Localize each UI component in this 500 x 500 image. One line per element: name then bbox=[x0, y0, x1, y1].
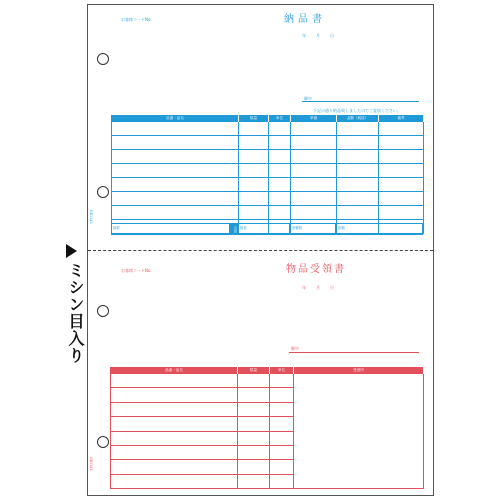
table-cell[interactable] bbox=[291, 164, 337, 178]
table-cell[interactable] bbox=[269, 164, 291, 178]
table-row bbox=[112, 150, 424, 164]
delivery-table bbox=[111, 115, 424, 234]
table-cell[interactable] bbox=[291, 122, 337, 136]
table-row bbox=[112, 206, 424, 220]
table-cell[interactable] bbox=[270, 402, 294, 416]
table-cell[interactable] bbox=[111, 460, 238, 474]
table-cell[interactable] bbox=[269, 206, 291, 220]
header-amount: 金額（税抜） bbox=[337, 116, 379, 122]
perforation-arrow-icon bbox=[66, 244, 77, 258]
date-label: 年 月 日 bbox=[302, 285, 337, 290]
table-cell[interactable] bbox=[379, 150, 424, 164]
header-item-name: 品番・品名 bbox=[112, 116, 239, 122]
table-cell[interactable] bbox=[111, 388, 238, 402]
punch-hole-icon bbox=[97, 186, 109, 198]
header-quantity: 数量 bbox=[239, 116, 269, 122]
table-cell[interactable] bbox=[270, 374, 294, 388]
punch-hole-icon bbox=[97, 53, 109, 65]
table-cell[interactable] bbox=[379, 122, 424, 136]
table-cell[interactable] bbox=[111, 417, 238, 431]
table-cell[interactable] bbox=[239, 178, 269, 192]
table-row bbox=[112, 178, 424, 192]
form-code: GB1143 bbox=[89, 457, 93, 471]
table-row bbox=[112, 192, 424, 206]
addressee-line bbox=[302, 101, 419, 102]
table-cell[interactable] bbox=[112, 206, 239, 220]
table-row bbox=[111, 374, 424, 388]
header-quantity: 数量 bbox=[238, 368, 270, 374]
punch-hole-icon bbox=[97, 305, 109, 317]
table-cell[interactable] bbox=[239, 164, 269, 178]
table-cell[interactable] bbox=[337, 122, 379, 136]
table-cell[interactable] bbox=[269, 122, 291, 136]
perforation-line bbox=[88, 250, 433, 251]
table-cell[interactable] bbox=[238, 474, 270, 488]
table-cell[interactable] bbox=[291, 136, 337, 150]
table-cell[interactable] bbox=[337, 150, 379, 164]
table-cell[interactable] bbox=[337, 206, 379, 220]
table-cell[interactable] bbox=[379, 136, 424, 150]
table-cell[interactable] bbox=[291, 206, 337, 220]
table-cell[interactable] bbox=[238, 402, 270, 416]
customer-code-label: お客様コードNo. bbox=[121, 268, 152, 273]
customer-code-label: お客様コードNo. bbox=[121, 17, 152, 22]
table-cell[interactable] bbox=[379, 192, 424, 206]
addressee-line bbox=[289, 352, 419, 353]
table-cell[interactable] bbox=[337, 164, 379, 178]
table-cell[interactable] bbox=[112, 150, 239, 164]
table-cell[interactable] bbox=[379, 164, 424, 178]
table-cell[interactable] bbox=[269, 178, 291, 192]
table-cell[interactable] bbox=[112, 164, 239, 178]
table-cell[interactable] bbox=[270, 417, 294, 431]
delivery-notice: 下記の通り納品致しましたのでご査収ください。 bbox=[313, 108, 401, 113]
table-cell[interactable] bbox=[111, 374, 238, 388]
table-row bbox=[112, 164, 424, 178]
addressee-suffix: 御中 bbox=[291, 346, 299, 351]
table-cell[interactable] bbox=[270, 431, 294, 445]
addressee-suffix: 御中 bbox=[304, 96, 312, 101]
table-cell[interactable] bbox=[337, 178, 379, 192]
table-cell[interactable] bbox=[239, 206, 269, 220]
table-cell[interactable] bbox=[379, 178, 424, 192]
table-cell[interactable] bbox=[238, 417, 270, 431]
footer-tax: 消費税 bbox=[290, 223, 336, 235]
table-cell[interactable] bbox=[239, 150, 269, 164]
table-cell[interactable] bbox=[270, 474, 294, 488]
table-cell[interactable] bbox=[291, 192, 337, 206]
table-cell[interactable] bbox=[112, 136, 239, 150]
table-cell[interactable] bbox=[111, 402, 238, 416]
table-cell[interactable] bbox=[238, 431, 270, 445]
table-cell[interactable] bbox=[270, 445, 294, 459]
table-cell[interactable] bbox=[238, 388, 270, 402]
table-cell[interactable] bbox=[269, 150, 291, 164]
table-cell[interactable] bbox=[239, 136, 269, 150]
header-unit: 単位 bbox=[269, 116, 291, 122]
header-receipt-seal: 受領印 bbox=[294, 368, 424, 374]
footer-grand-total: 総額 bbox=[336, 223, 423, 235]
table-cell[interactable] bbox=[238, 374, 270, 388]
header-unit-price: 単価 bbox=[291, 116, 337, 122]
footer-total-tag: 合計 bbox=[230, 223, 238, 235]
header-item-name: 品番・品名 bbox=[111, 368, 238, 374]
form-code: GB1143 bbox=[89, 210, 93, 224]
form-title: 納品書 bbox=[284, 14, 326, 25]
table-cell[interactable] bbox=[111, 445, 238, 459]
table-cell[interactable] bbox=[291, 150, 337, 164]
table-cell[interactable] bbox=[270, 388, 294, 402]
table-cell[interactable] bbox=[112, 122, 239, 136]
table-cell[interactable] bbox=[379, 206, 424, 220]
header-unit: 単位 bbox=[270, 368, 294, 374]
receipt-table bbox=[110, 367, 424, 489]
table-cell[interactable] bbox=[238, 445, 270, 459]
table-cell[interactable] bbox=[270, 460, 294, 474]
table-cell[interactable] bbox=[294, 374, 424, 489]
table-cell[interactable] bbox=[291, 178, 337, 192]
table-cell[interactable] bbox=[269, 136, 291, 150]
table-cell[interactable] bbox=[239, 122, 269, 136]
delivery-footer bbox=[111, 223, 423, 235]
footer-tax-excluded: 税抜 bbox=[238, 223, 290, 235]
table-cell[interactable] bbox=[238, 460, 270, 474]
table-cell[interactable] bbox=[112, 178, 239, 192]
table-cell[interactable] bbox=[337, 192, 379, 206]
table-row bbox=[112, 122, 424, 136]
form-sheet bbox=[87, 4, 434, 496]
footer-remarks: 摘要 bbox=[111, 223, 230, 235]
table-cell[interactable] bbox=[111, 474, 238, 488]
table-cell[interactable] bbox=[239, 192, 269, 206]
form-title: 物品受領書 bbox=[286, 264, 346, 275]
date-label: 年 月 日 bbox=[302, 33, 337, 38]
table-cell[interactable] bbox=[111, 431, 238, 445]
table-row bbox=[112, 136, 424, 150]
perforation-label: ミシン目入り bbox=[66, 262, 85, 364]
table-cell[interactable] bbox=[337, 136, 379, 150]
punch-hole-icon bbox=[97, 436, 109, 448]
table-cell[interactable] bbox=[269, 192, 291, 206]
table-cell[interactable] bbox=[112, 192, 239, 206]
header-remarks: 備考 bbox=[379, 116, 424, 122]
